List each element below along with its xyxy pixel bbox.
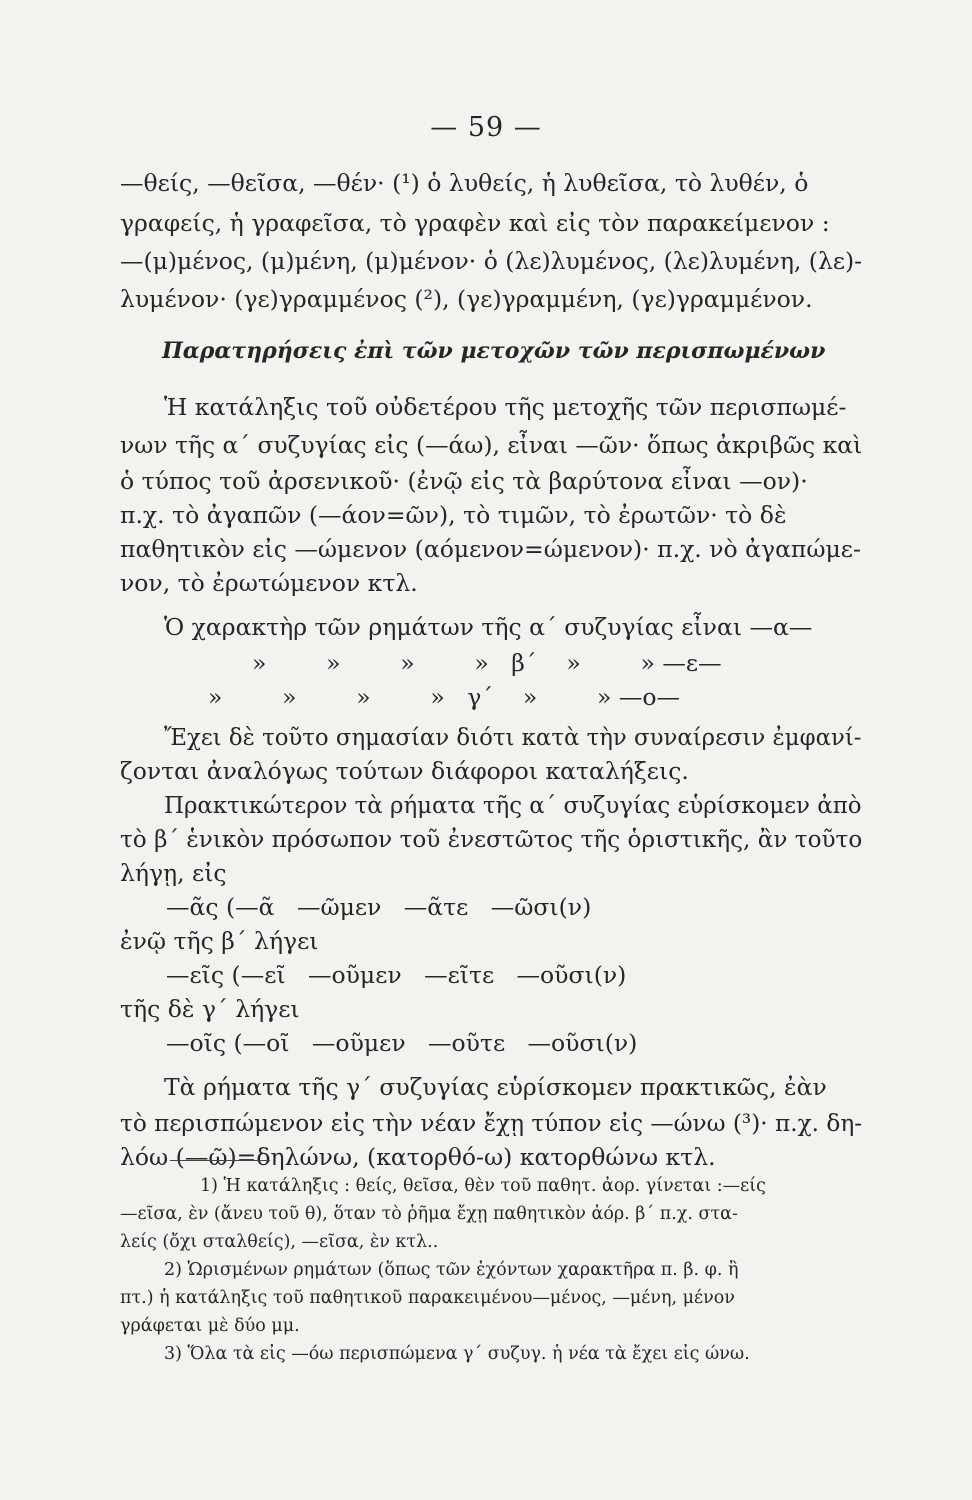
paragraph-line: τὸ περισπώμενον εἰς τὴν νέαν ἔχῃ τύπον εἰς —ώνω (³)· π.χ. δη- (120, 1109, 863, 1137)
page-number: — 59 — (430, 112, 542, 143)
intro-line: —(μ)μένος, (μ)μένη, (μ)μένον· ὁ (λε)λυμένος, (λε)λυμένη, (λε)- (120, 247, 863, 275)
paragraph-line: Ἔχει δὲ τοῦτο σημασίαν διότι κατὰ τὴν συναίρεσιν ἐμφανί- (164, 723, 862, 751)
footnote-line: λείς (ὄχι σταλθείς), —εῖσα, ὲν κτλ.. (120, 1232, 439, 1252)
paragraph-line: λήγῃ, εἰς (120, 859, 227, 887)
paragraph-line: νων τῆς α΄ συζυγίας εἰς (—άω), εἶναι —ῶν· ὅπως ἀκριβῶς καὶ (120, 431, 863, 459)
ending-label: ἐνῷ τῆς β΄ λήγει (120, 927, 319, 955)
character-row: » » » » γ΄ » » —ο— (208, 683, 681, 711)
paragraph-line: λόω (—ῶ)=δηλώνω, (κατορθό-ω) κατορθώνω κτλ. (120, 1143, 716, 1171)
ending-label: τῆς δὲ γ΄ λήγει (120, 995, 300, 1023)
paragraph-line: π.χ. τὸ ἀγαπῶν (—άον=ῶν), τὸ τιμῶν, τὸ ἐρωτῶν· τὸ δὲ (120, 501, 787, 529)
intro-line: —θείς, —θεῖσα, —θέν· (¹) ὁ λυθείς, ἡ λυθεῖσα, τὸ λυθέν, ὁ (120, 169, 809, 197)
ending-row: —εῖς (—εῖ —οῦμεν —εῖτε —οῦσι(ν) (166, 961, 627, 989)
paragraph-line: ζονται ἀναλόγως τούτων διάφοροι καταλήξεις. (120, 757, 689, 785)
footnote-line: γράφεται μὲ δύο μμ. (120, 1316, 300, 1336)
footnote-line: —εῖσα, ὲν (ἄνευ τοῦ θ), ὅταν τὸ ῥῆμα ἔχῃ παθητικὸν ἀόρ. β΄ π.χ. στα- (120, 1204, 738, 1224)
footnote-line: 1) Ἡ κατάληξις : θείς, θεῖσα, θὲν τοῦ παθητ. ἀορ. γίνεται :—είς (200, 1176, 766, 1196)
intro-line: γραφείς, ἡ γραφεῖσα, τὸ γραφὲν καὶ εἰς τὸν παρακείμενον : (120, 209, 830, 237)
paragraph-line: Πρακτικώτερον τὰ ρήματα τῆς α΄ συζυγίας εὑρίσκομεν ἀπὸ (164, 791, 862, 819)
footnote-line: 3) Ὅλα τὰ εἰς —όω περισπώμενα γ΄ συζυγ. ἡ νέα τὰ ἔχει εἰς ώνω. (164, 1344, 750, 1364)
paragraph-line: ὁ τύπος τοῦ ἀρσενικοῦ· (ἐνῷ εἰς τὰ βαρύτονα εἶναι —ον)· (120, 467, 808, 495)
intro-line: λυμένον· (γε)γραμμένος (²), (γε)γραμμένη, (γε)γραμμένον. (120, 285, 813, 313)
ending-row: —οῖς (—οῖ —οῦμεν —οῦτε —οῦσι(ν) (166, 1029, 638, 1057)
paragraph-line: τὸ β΄ ἑνικὸν πρόσωπον τοῦ ἐνεστῶτος τῆς ὁριστικῆς, ἂν τοῦτο (120, 825, 863, 853)
footnote-line: 2) Ὡρισμένων ρημάτων (ὅπως τῶν ἐχόντων χαρακτῆρα π. β. φ. ἢ (164, 1260, 739, 1280)
section-heading: Παρατηρήσεις ἐπὶ τῶν μετοχῶν τῶν περισπωμένων (162, 338, 826, 364)
footnote-line: πτ.) ἡ κατάληξις τοῦ παθητικοῦ παρακειμένου—μένος, —μένη, μένον (120, 1288, 735, 1308)
ending-row: —ᾶς (—ᾶ —ῶμεν —ᾶτε —ῶσι(ν) (166, 893, 592, 921)
paragraph-line: νον, τὸ ἐρωτώμενον κτλ. (120, 569, 418, 597)
character-row: » » » » β΄ » » —ε— (252, 649, 722, 677)
character-row: Ὁ χαρακτὴρ τῶν ρημάτων τῆς α΄ συζυγίας εἶναι —α— (164, 613, 813, 641)
paragraph-line: Τὰ ρήματα τῆς γ΄ συζυγίας εὑρίσκομεν πρακτικῶς, ἐὰν (164, 1073, 827, 1101)
paragraph-line: Ἡ κατάληξις τοῦ οὐδετέρου τῆς μετοχῆς τῶν περισπωμέ- (164, 393, 847, 421)
footnote-rule (170, 1160, 270, 1161)
paragraph-line: παθητικὸν εἰς —ώμενον (αόμενον=ώμενον)· π.χ. νὸ ἀγαπώμε- (120, 535, 861, 563)
